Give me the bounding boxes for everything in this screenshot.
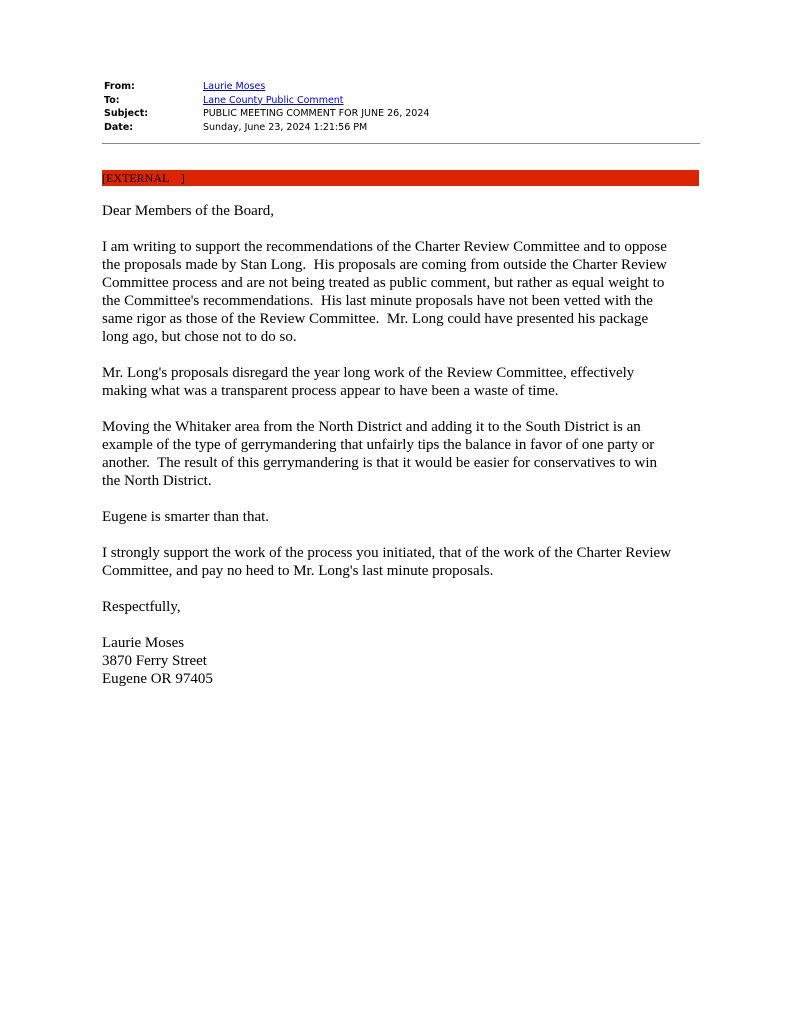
paragraph-3: Moving the Whitaker area from the North District and adding it to the South District is an example of the type of gerrymandering that unfairly tips the balance in favor of one party or another. The result of this gerrymandering is that it would be easier for conservatives to win the North District. (102, 419, 657, 489)
signature-name: Laurie Moses (102, 635, 185, 651)
subject-row (104, 107, 700, 121)
to-row (104, 94, 700, 108)
header-divider (102, 143, 700, 144)
subject-label: Subject: (104, 108, 149, 119)
from-label: From: (104, 81, 135, 92)
date-row (104, 121, 700, 135)
to-link[interactable]: Lane County Public Comment (203, 94, 344, 106)
subject-value: PUBLIC MEETING COMMENT FOR JUNE 26, 2024 (203, 108, 430, 119)
closing: Respectfully, (102, 599, 181, 615)
signature-street: 3870 Ferry Street (102, 653, 207, 669)
signature-city: Eugene OR 97405 (102, 671, 213, 687)
paragraph-5: I strongly support the work of the process you initiated, that of the work of the Charter Review Committee, and pay no heed to Mr. Long's last minute proposals. (102, 545, 672, 579)
email-header (104, 80, 700, 134)
date-value: Sunday, June 23, 2024 1:21:56 PM (203, 121, 368, 133)
letter-body (102, 202, 702, 688)
from-link[interactable]: Laurie Moses (203, 81, 266, 92)
date-label: Date: (104, 121, 134, 133)
external-banner: [EXTERNAL ] (102, 170, 699, 186)
greeting: Dear Members of the Board, (102, 203, 275, 219)
signature-block (102, 634, 702, 688)
to-label: To: (104, 94, 120, 106)
paragraph-4: Eugene is smarter than that. (102, 509, 270, 525)
paragraph-1: I am writing to support the recommendations of the Charter Review Committee and to oppose the proposals made by Stan Long. His proposals are coming from outside the Charter Review Committee process and are not being treated as public comment, but rather as equal weight to the Committee's recommendations. His last minute proposals have not been vetted with the same rigor as those of the Review Committee. Mr. Long could have presented his package long ago, but chose not to do so. (102, 239, 667, 345)
from-row (104, 80, 700, 94)
paragraph-2: Mr. Long's proposals disregard the year long work of the Review Committee, effectively making what was a transparent process appear to have been a waste of time. (102, 365, 635, 399)
